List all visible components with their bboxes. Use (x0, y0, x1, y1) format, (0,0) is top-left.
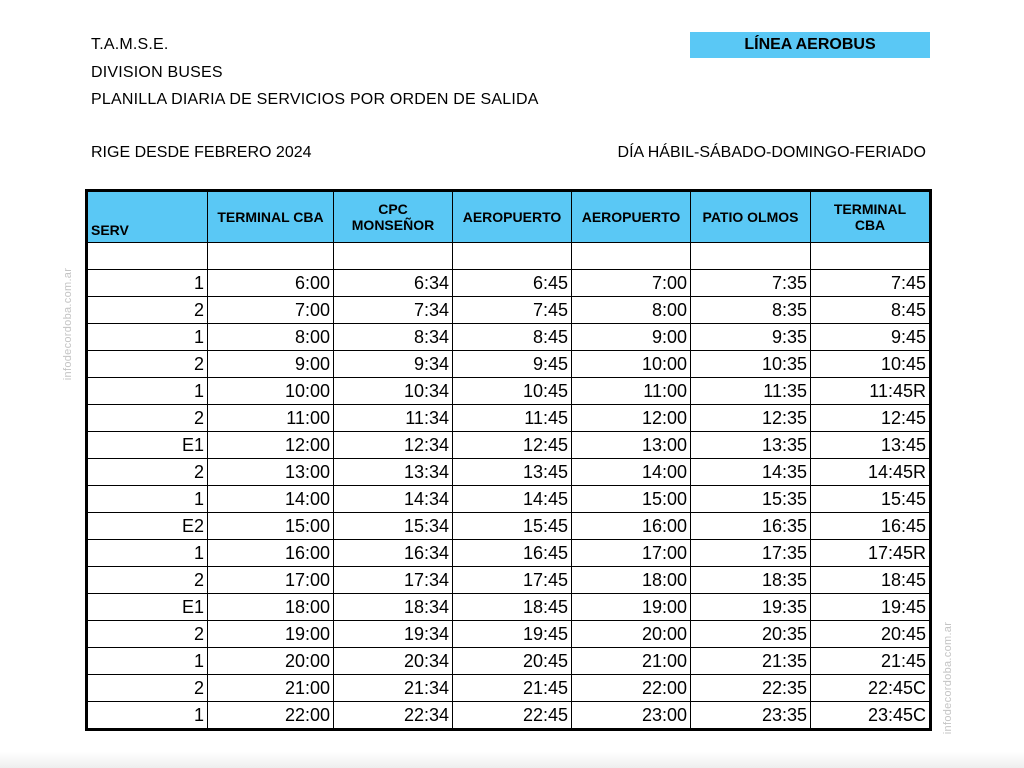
time-cell: 20:34 (334, 648, 453, 675)
table-row (88, 270, 930, 297)
time-cell: 16:35 (691, 513, 811, 540)
time-cell: 16:45 (453, 540, 572, 567)
service-cell: 2 (88, 459, 208, 486)
time-cell: 22:45 (453, 702, 572, 729)
column-header: TERMINAL CBA (811, 192, 930, 243)
table-row (88, 621, 930, 648)
time-cell: 16:00 (572, 513, 691, 540)
time-cell: 11:45R (811, 378, 930, 405)
time-cell: 7:45 (811, 270, 930, 297)
time-cell: 7:34 (334, 297, 453, 324)
time-cell: 14:35 (691, 459, 811, 486)
service-cell: 1 (88, 486, 208, 513)
time-cell: 12:00 (572, 405, 691, 432)
service-cell: 2 (88, 567, 208, 594)
column-header: PATIO OLMOS (691, 192, 811, 243)
time-cell: 12:45 (811, 405, 930, 432)
header-row (88, 192, 930, 243)
time-cell: 22:00 (208, 702, 334, 729)
time-cell: 16:45 (811, 513, 930, 540)
time-cell: 17:45 (453, 567, 572, 594)
time-cell: 12:00 (208, 432, 334, 459)
time-cell: 8:00 (208, 324, 334, 351)
table-row (88, 675, 930, 702)
division-name: DIVISION BUSES (91, 64, 223, 81)
time-cell: 14:00 (572, 459, 691, 486)
time-cell: 11:00 (572, 378, 691, 405)
time-cell: 9:45 (453, 351, 572, 378)
time-cell: 8:34 (334, 324, 453, 351)
time-cell: 16:34 (334, 540, 453, 567)
service-cell: 2 (88, 297, 208, 324)
time-cell: 12:45 (453, 432, 572, 459)
time-cell: 15:00 (208, 513, 334, 540)
service-cell: 1 (88, 540, 208, 567)
time-cell: 15:00 (572, 486, 691, 513)
time-cell: 15:45 (811, 486, 930, 513)
table-row (88, 486, 930, 513)
time-cell: 15:35 (691, 486, 811, 513)
time-cell: 10:35 (691, 351, 811, 378)
service-cell: 1 (88, 324, 208, 351)
time-cell: 17:34 (334, 567, 453, 594)
column-header: CPC MONSEÑOR (334, 192, 453, 243)
time-cell: 9:00 (572, 324, 691, 351)
time-cell: 8:00 (572, 297, 691, 324)
time-cell: 9:45 (811, 324, 930, 351)
time-cell: 6:34 (334, 270, 453, 297)
document-title: PLANILLA DIARIA DE SERVICIOS POR ORDEN DE SALIDA (91, 91, 539, 108)
time-cell: 13:35 (691, 432, 811, 459)
time-cell: 21:45 (811, 648, 930, 675)
time-cell: 18:45 (453, 594, 572, 621)
schedule-table (87, 191, 930, 729)
time-cell: 11:35 (691, 378, 811, 405)
time-cell: 7:00 (208, 297, 334, 324)
table-row (88, 297, 930, 324)
time-cell: 16:00 (208, 540, 334, 567)
table-row (88, 702, 930, 729)
time-cell: 18:45 (811, 567, 930, 594)
time-cell: 12:35 (691, 405, 811, 432)
time-cell: 19:34 (334, 621, 453, 648)
time-cell: 19:35 (691, 594, 811, 621)
service-cell: 1 (88, 270, 208, 297)
time-cell: 23:35 (691, 702, 811, 729)
table-row (88, 648, 930, 675)
time-cell: 14:45 (453, 486, 572, 513)
time-cell: 18:00 (208, 594, 334, 621)
service-cell: 1 (88, 378, 208, 405)
table-row (88, 459, 930, 486)
table-row (88, 405, 930, 432)
time-cell: 23:45C (811, 702, 930, 729)
column-header: SERV (88, 192, 208, 243)
time-cell: 6:00 (208, 270, 334, 297)
time-cell: 10:45 (811, 351, 930, 378)
time-cell: 8:35 (691, 297, 811, 324)
service-cell: E2 (88, 513, 208, 540)
time-cell: 17:35 (691, 540, 811, 567)
table-row (88, 594, 930, 621)
time-cell: 21:00 (572, 648, 691, 675)
time-cell: 19:00 (572, 594, 691, 621)
time-cell: 22:45C (811, 675, 930, 702)
time-cell: 8:45 (811, 297, 930, 324)
time-cell: 13:45 (811, 432, 930, 459)
time-cell: 18:00 (572, 567, 691, 594)
time-cell: 20:35 (691, 621, 811, 648)
time-cell: 10:00 (208, 378, 334, 405)
time-cell: 7:35 (691, 270, 811, 297)
time-cell: 14:34 (334, 486, 453, 513)
service-cell: 1 (88, 702, 208, 729)
time-cell: 17:45R (811, 540, 930, 567)
org-name: T.A.M.S.E. (91, 36, 169, 53)
time-cell: 13:00 (208, 459, 334, 486)
time-cell: 21:35 (691, 648, 811, 675)
table-row (88, 324, 930, 351)
time-cell: 21:00 (208, 675, 334, 702)
time-cell: 21:34 (334, 675, 453, 702)
time-cell: 22:35 (691, 675, 811, 702)
time-cell: 11:00 (208, 405, 334, 432)
time-cell: 22:34 (334, 702, 453, 729)
time-cell: 20:00 (572, 621, 691, 648)
time-cell: 9:00 (208, 351, 334, 378)
time-cell: 19:45 (453, 621, 572, 648)
time-cell: 13:34 (334, 459, 453, 486)
time-cell: 18:35 (691, 567, 811, 594)
time-cell: 8:45 (453, 324, 572, 351)
watermark-right: infodecordoba.com.ar (942, 621, 954, 735)
time-cell: 23:00 (572, 702, 691, 729)
time-cell: 20:45 (811, 621, 930, 648)
table-row (88, 378, 930, 405)
table-row (88, 513, 930, 540)
time-cell: 12:34 (334, 432, 453, 459)
time-cell: 18:34 (334, 594, 453, 621)
service-cell: 2 (88, 675, 208, 702)
service-cell: 2 (88, 405, 208, 432)
time-cell: 6:45 (453, 270, 572, 297)
page-edge-shadow (0, 752, 1024, 768)
time-cell: 19:45 (811, 594, 930, 621)
column-header: TERMINAL CBA (208, 192, 334, 243)
time-cell: 17:00 (572, 540, 691, 567)
line-badge: LÍNEA AEROBUS (690, 32, 930, 58)
time-cell: 13:45 (453, 459, 572, 486)
time-cell: 11:45 (453, 405, 572, 432)
valid-from: RIGE DESDE FEBRERO 2024 (91, 144, 312, 161)
time-cell: 7:45 (453, 297, 572, 324)
time-cell: 10:34 (334, 378, 453, 405)
time-cell: 22:00 (572, 675, 691, 702)
time-cell: 20:00 (208, 648, 334, 675)
time-cell: 14:00 (208, 486, 334, 513)
service-cell: 2 (88, 621, 208, 648)
time-cell: 10:45 (453, 378, 572, 405)
time-cell: 14:45R (811, 459, 930, 486)
time-cell: 19:00 (208, 621, 334, 648)
time-cell: 10:00 (572, 351, 691, 378)
time-cell: 9:34 (334, 351, 453, 378)
time-cell: 15:45 (453, 513, 572, 540)
time-cell: 17:00 (208, 567, 334, 594)
watermark-left: infodecordoba.com.ar (62, 267, 74, 381)
time-cell: 11:34 (334, 405, 453, 432)
column-header: AEROPUERTO (572, 192, 691, 243)
table-row (88, 540, 930, 567)
table-row (88, 567, 930, 594)
time-cell: 7:00 (572, 270, 691, 297)
time-cell: 13:00 (572, 432, 691, 459)
service-cell: 1 (88, 648, 208, 675)
time-cell: 15:34 (334, 513, 453, 540)
table-row (88, 432, 930, 459)
table-row (88, 351, 930, 378)
time-cell: 9:35 (691, 324, 811, 351)
column-header: AEROPUERTO (453, 192, 572, 243)
service-cell: E1 (88, 432, 208, 459)
service-days: DÍA HÁBIL-SÁBADO-DOMINGO-FERIADO (617, 144, 926, 161)
time-cell: 21:45 (453, 675, 572, 702)
service-cell: E1 (88, 594, 208, 621)
empty-row (88, 243, 930, 270)
service-cell: 2 (88, 351, 208, 378)
time-cell: 20:45 (453, 648, 572, 675)
